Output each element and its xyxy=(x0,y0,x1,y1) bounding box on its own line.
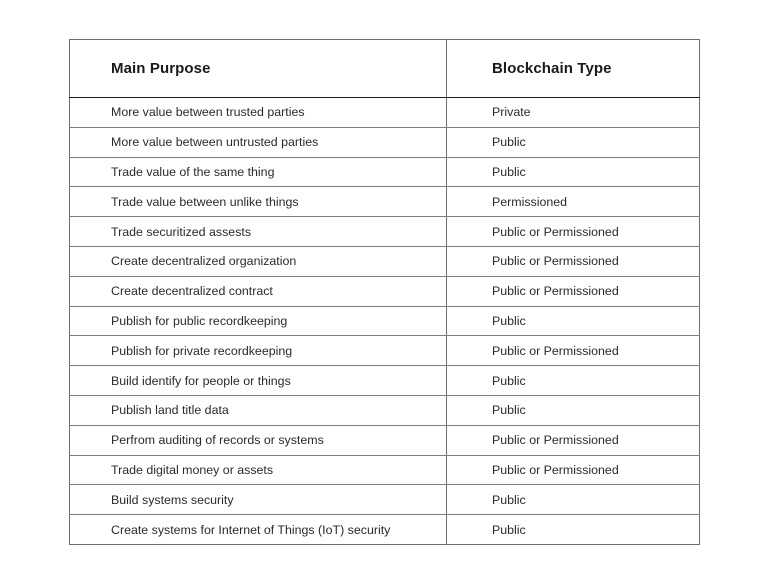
cell-main-purpose: Trade value of the same thing xyxy=(70,157,447,187)
cell-main-purpose: Trade securitized assests xyxy=(70,217,447,247)
table-row xyxy=(70,455,700,485)
cell-blockchain-type: Public or Permissioned xyxy=(447,246,700,276)
table-body xyxy=(70,98,700,545)
table-row xyxy=(70,425,700,455)
cell-main-purpose: Build identify for people or things xyxy=(70,366,447,396)
table-row xyxy=(70,217,700,247)
cell-blockchain-type: Public xyxy=(447,395,700,425)
cell-blockchain-type: Public xyxy=(447,306,700,336)
cell-main-purpose: Create systems for Internet of Things (IoT) security xyxy=(70,515,447,545)
table-row xyxy=(70,276,700,306)
cell-blockchain-type: Public or Permissioned xyxy=(447,425,700,455)
cell-main-purpose: Publish land title data xyxy=(70,395,447,425)
table-row xyxy=(70,395,700,425)
column-header-blockchain-type: Blockchain Type xyxy=(447,40,700,98)
table-header-row xyxy=(70,40,700,98)
table-row xyxy=(70,485,700,515)
column-header-main-purpose: Main Purpose xyxy=(70,40,447,98)
blockchain-type-table-container xyxy=(69,39,699,538)
cell-main-purpose: More value between untrusted parties xyxy=(70,127,447,157)
table-row xyxy=(70,187,700,217)
table-row xyxy=(70,515,700,545)
cell-blockchain-type: Public xyxy=(447,485,700,515)
cell-main-purpose: Trade digital money or assets xyxy=(70,455,447,485)
cell-main-purpose: Build systems security xyxy=(70,485,447,515)
table-row xyxy=(70,157,700,187)
cell-main-purpose: Perfrom auditing of records or systems xyxy=(70,425,447,455)
table-row xyxy=(70,306,700,336)
table-row xyxy=(70,98,700,128)
cell-blockchain-type: Public xyxy=(447,127,700,157)
cell-blockchain-type: Public or Permissioned xyxy=(447,336,700,366)
cell-blockchain-type: Permissioned xyxy=(447,187,700,217)
cell-blockchain-type: Public xyxy=(492,522,526,537)
table-row xyxy=(70,127,700,157)
cell-main-purpose: Trade value between unlike things xyxy=(70,187,447,217)
cell-main-purpose: More value between trusted parties xyxy=(70,98,447,128)
table-row xyxy=(70,366,700,396)
table-header xyxy=(70,40,700,98)
table-row xyxy=(70,246,700,276)
cell-main-purpose: Create decentralized organization xyxy=(70,246,447,276)
cell-blockchain-type: Private xyxy=(447,98,700,128)
cell-main-purpose: Publish for public recordkeeping xyxy=(70,306,447,336)
cell-blockchain-type: Public or Permissioned xyxy=(447,455,700,485)
blockchain-type-table xyxy=(69,39,700,545)
cell-blockchain-type: Public xyxy=(447,366,700,396)
cell-blockchain-type: Public xyxy=(447,157,700,187)
cell-main-purpose: Create decentralized contract xyxy=(70,276,447,306)
table-row xyxy=(70,336,700,366)
cell-blockchain-type: Public or Permissioned xyxy=(447,276,700,306)
cell-blockchain-type: Public or Permissioned xyxy=(447,217,700,247)
cell-main-purpose: Publish for private recordkeeping xyxy=(70,336,447,366)
